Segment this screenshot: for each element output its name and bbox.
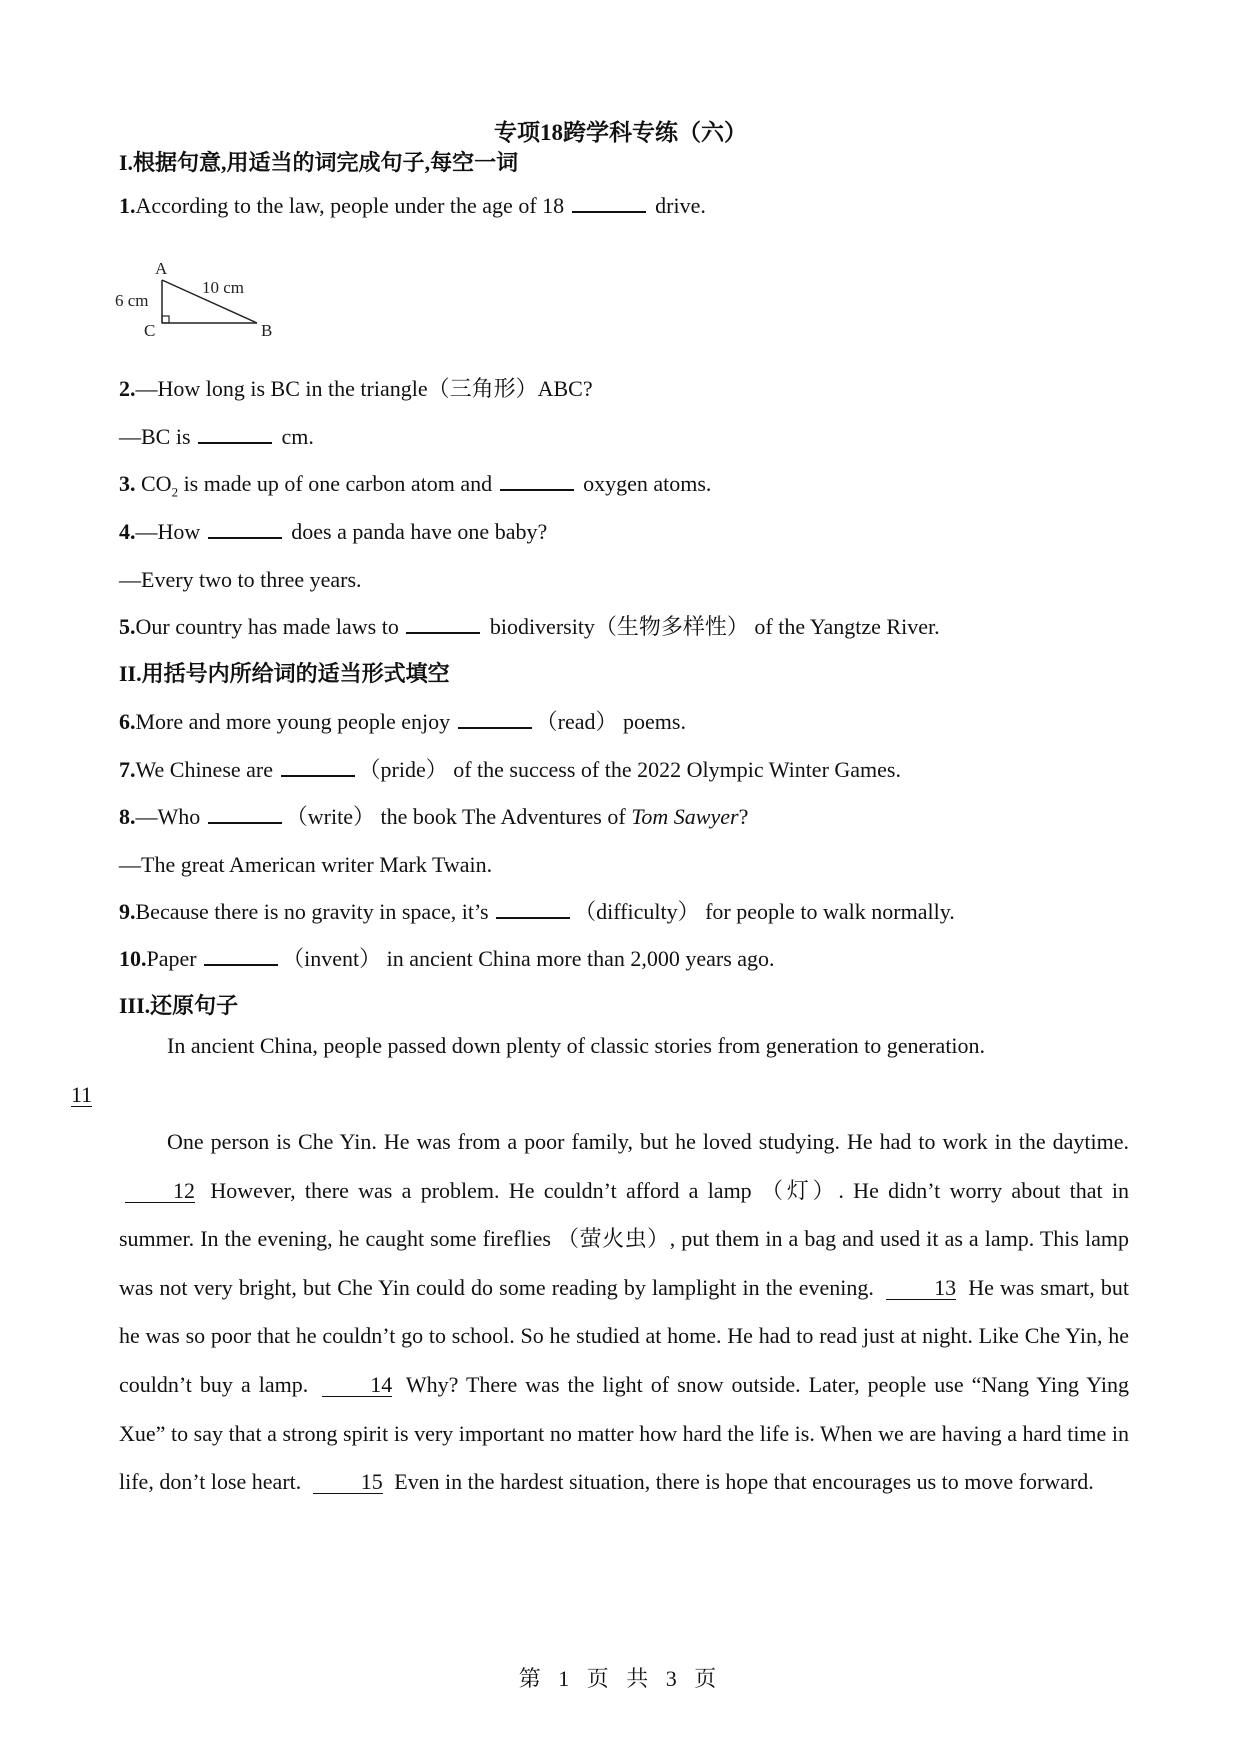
question-text: drive. bbox=[655, 193, 706, 218]
answer-blank[interactable] bbox=[204, 944, 278, 966]
question-number: 9. bbox=[119, 899, 136, 924]
question-number: 4. bbox=[119, 519, 136, 544]
section-1-heading: I.根据句意,用适当的词完成句子,每空一词 bbox=[119, 150, 519, 175]
question-text: the book The Adventures of bbox=[380, 804, 626, 829]
question-text: According to the law, people under the age of 18 bbox=[135, 193, 565, 218]
question-4-answer: —Every two to three years. bbox=[119, 567, 362, 592]
question-text: biodiversity（生物多样性） of the Yangtze River. bbox=[489, 614, 940, 639]
blank-14[interactable]: 14 bbox=[322, 1374, 392, 1397]
question-number: 3. bbox=[119, 471, 136, 496]
blank-13[interactable]: 13 bbox=[886, 1277, 956, 1300]
question-10 bbox=[119, 944, 775, 974]
page-footer: 第 1 页 共 3 页 bbox=[518, 1666, 723, 1691]
blank-12[interactable]: 12 bbox=[125, 1180, 195, 1203]
blank-15[interactable]: 15 bbox=[313, 1471, 383, 1494]
question-text: of the success of the 2022 Olympic Winter Games. bbox=[453, 757, 901, 782]
vertex-label-c: C bbox=[144, 321, 156, 338]
question-text: is made up of one carbon atom and bbox=[183, 471, 493, 496]
word-hint: （difficulty） bbox=[574, 899, 700, 924]
word-hint: （invent） bbox=[282, 946, 382, 971]
question-text: Because there is no gravity in space, it’s bbox=[135, 899, 489, 924]
answer-blank[interactable] bbox=[406, 612, 480, 634]
question-6 bbox=[119, 707, 686, 737]
question-number: 8. bbox=[119, 804, 136, 829]
answer-blank[interactable] bbox=[208, 802, 282, 824]
answer-blank[interactable] bbox=[208, 517, 282, 539]
question-text: poems. bbox=[623, 709, 686, 734]
question-text: does a panda have one baby? bbox=[291, 519, 548, 544]
question-text: Paper bbox=[146, 946, 197, 971]
word-hint: （read） bbox=[535, 709, 618, 734]
answer-text: —BC is bbox=[119, 424, 191, 449]
question-4 bbox=[119, 517, 547, 547]
word-hint: （write） bbox=[285, 804, 375, 829]
answer-blank[interactable] bbox=[500, 469, 574, 491]
question-text: oxygen atoms. bbox=[583, 471, 712, 496]
question-text: —How bbox=[135, 519, 201, 544]
question-text: —Who bbox=[135, 804, 201, 829]
question-9 bbox=[119, 897, 955, 927]
answer-blank[interactable] bbox=[572, 191, 646, 213]
right-angle-mark bbox=[162, 316, 169, 323]
question-text: We Chinese are bbox=[135, 757, 273, 782]
word-hint: （pride） bbox=[358, 757, 448, 782]
question-5 bbox=[119, 612, 940, 642]
question-text: in ancient China more than 2,000 years ago. bbox=[386, 946, 775, 971]
question-8-answer: —The great American writer Mark Twain. bbox=[119, 852, 493, 877]
triangle-diagram bbox=[112, 258, 282, 338]
blank-11[interactable]: 11 bbox=[71, 1081, 93, 1107]
formula: $CO_2$ bbox=[141, 471, 179, 500]
question-number: 6. bbox=[119, 709, 136, 734]
section-2-heading: II.用括号内所给词的适当形式填空 bbox=[119, 661, 450, 686]
question-number: 10. bbox=[119, 946, 147, 971]
question-3 bbox=[119, 469, 711, 507]
vertex-label-b: B bbox=[261, 321, 273, 338]
question-number: 5. bbox=[119, 614, 136, 639]
side-label-ab: 10 cm bbox=[202, 278, 245, 297]
passage-paragraph-2: One person is Che Yin. He was from a poor family, but he loved studying. He had to work in the daytime.12 However, there was a problem. He couldn’t afford a lamp （灯）. He didn’t worry about that in summer. In the evening, he caught some fireflies （萤火虫）, put them in a bag and used it as a lamp. This lamp was not very bright, but Che Yin could do some reading by lamplight in the evening. 13 He was smart, but he was so poor that he couldn’t go to school. So he studied at home. He had to read just at night. Like Che Yin, he couldn’t buy a lamp. 14 Why? There was the light of snow outside. Later, people use “Nang Ying Ying Xue” to say that a strong spirit is very important no matter how hard the life is. When we are having a hard time in life, don’t lose heart. 15 Even in the hardest situation, there is hope that encourages us to move forward. bbox=[119, 1129, 1130, 1495]
question-number: 7. bbox=[119, 757, 136, 782]
question-1 bbox=[119, 191, 706, 221]
question-text: Our country has made laws to bbox=[135, 614, 399, 639]
answer-text: cm. bbox=[281, 424, 314, 449]
question-text: More and more young people enjoy bbox=[135, 709, 451, 734]
vertex-label-a: A bbox=[155, 259, 168, 278]
answer-blank[interactable] bbox=[458, 707, 532, 729]
question-text: for people to walk normally. bbox=[705, 899, 955, 924]
section-3-heading: III.还原句子 bbox=[119, 993, 239, 1018]
question-2 bbox=[119, 374, 593, 404]
book-title: Tom Sawyer bbox=[631, 804, 739, 829]
side-label-ac: 6 cm bbox=[115, 291, 149, 310]
answer-blank[interactable] bbox=[496, 897, 570, 919]
answer-blank[interactable] bbox=[198, 422, 272, 444]
question-8: 8.—Who （write） the book The Adventures of Tom Sawyer? bbox=[119, 804, 749, 829]
question-number: 1. bbox=[119, 193, 136, 218]
question-2-answer bbox=[119, 422, 314, 452]
page-title: 专项18跨学科专练（六） bbox=[494, 120, 747, 145]
answer-blank[interactable] bbox=[281, 755, 355, 777]
question-7 bbox=[119, 755, 901, 785]
question-text: —How long is BC in the triangle（三角形）ABC? bbox=[135, 376, 593, 401]
passage-paragraph-1: In ancient China, people passed down plenty of classic stories from generation to generation. 11 bbox=[71, 1033, 986, 1107]
question-number: 2. bbox=[119, 376, 136, 401]
